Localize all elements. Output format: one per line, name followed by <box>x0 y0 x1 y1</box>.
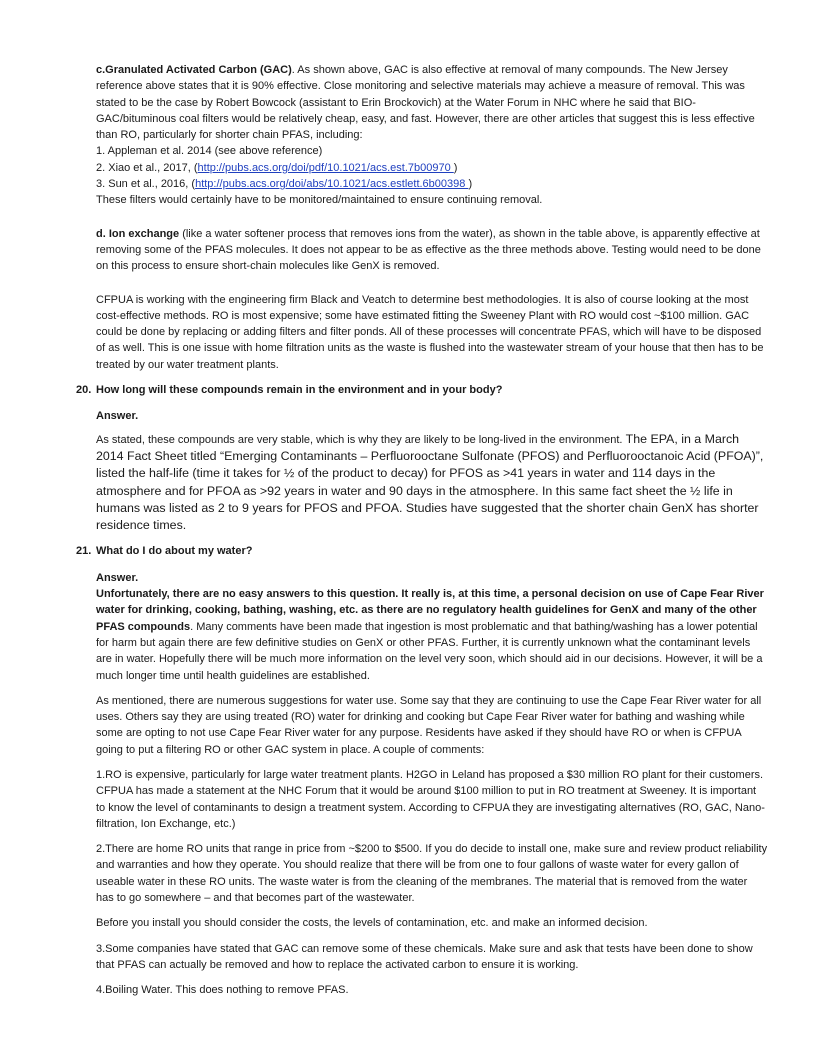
cfpua-paragraph: CFPUA is working with the engineering firm Black and Veatch to determine best methodologies. It is also of course looking at the most cost-effective methods. RO is most expensive; some have estimated fitting the Sweeney Plant with RO would cost ~$100 million. GAC could be done by replacing or adding filters and filter ponds. All of these processes will concentrate PFAS, which will have to be disposed of as well. This is one issue with home filtration units as the waste is flushed into the wastewater stream of your house that then has to be treated by our water treatment plants. <box>96 293 764 371</box>
answer-20-small: As stated, these compounds are very stable, which is why they are likely to be long-lived in the environment. <box>96 433 623 446</box>
answer-20-large: The EPA, in a March 2014 Fact Sheet titled “Emerging Contaminants – Perfluorooctane Sulfonate (PFOS) and Perfluorooctanoic Acid (PFOA)”, listed the half-life (time it takes for ½ of the product to decay) for PFOS as >41 years in water and 114 days in the atmosphere and for PFOA as >92 years in water and 90 days in the atmosphere. In this same fact sheet the ½ life in humans was listed as 2 to 9 years for PFOS and PFOA. Studies have suggested that the shorter chain GenX has shorter residence times. <box>96 431 764 533</box>
reference-2 <box>96 160 768 176</box>
comment-item-4: 4.Boiling Water. This does nothing to remove PFAS. <box>96 984 349 997</box>
ion-exchange-heading: d. Ion exchange <box>96 227 180 240</box>
answer-21-bold: Unfortunately, there are no easy answers to this question. It really is, at this time, a personal decision on use of Cape Fear River water for drinking, cooking, bathing, washing, etc. as there are no regulatory health guidelines for GenX and many of the other PFAS compounds <box>96 588 764 633</box>
comment-item-3: 3.Some companies have stated that GAC can remove some of these chemicals. Make sure and ask that tests have been done to show that PFAS can actually be removed and how to replace the activated carbon to ensure it is working. <box>96 942 753 971</box>
reference-2-link[interactable]: http://pubs.acs.org/doi/pdf/10.1021/acs.est.7b00970 <box>197 161 454 174</box>
question-20-number: 20. <box>76 384 92 397</box>
gac-intro-text: . As shown above, GAC is also effective at removal of many compounds. The New Jersey reference above states that it is 90% effective. Close monitoring and selective materials may achieve a measure of removal. This was stated to be the case by Robert Bowcock (assistant to Erin Brockovich) at the Water Forum in NHC where he said that BIO-GAC/bituminous coal filters would be relatively cheap, easy, and fast. However, there are other articles that suggest this is less effective than RO, particularly for shorter chain PFAS, including: <box>96 64 755 142</box>
before-install-text: Before you install you should consider the costs, the levels of contamination, etc. and make an informed decision. <box>96 917 648 930</box>
gac-paragraph <box>96 62 768 143</box>
question-21 <box>76 543 768 559</box>
answer-21-label: Answer. <box>96 571 139 584</box>
reference-3 <box>96 176 768 192</box>
question-21-text: What do I do about my water? <box>96 545 253 558</box>
reference-2-suffix: ) <box>453 161 458 174</box>
reference-1: 1. Appleman et al. 2014 (see above reference) <box>96 145 323 158</box>
reference-3-link[interactable]: http://pubs.acs.org/doi/abs/10.1021/acs.estlett.6b00398 <box>195 178 469 191</box>
reference-2-prefix: 2. Xiao et al., 2017, ( <box>96 161 198 174</box>
document-page <box>76 62 768 999</box>
answer-20-label: Answer. <box>96 410 139 423</box>
reference-3-suffix: ) <box>468 178 473 191</box>
reference-3-prefix: 3. Sun et al., 2016, ( <box>96 178 196 191</box>
question-20-text: How long will these compounds remain in the environment and in your body? <box>96 384 503 397</box>
answer-21-rest: . Many comments have been made that ingestion is most problematic and that bathing/washing has a lower potential for harm but again there are few definitive studies on GenX or other PFAS. Further, it is currently unknown what the contaminant levels are in water. Hopefully there will be much more information on the level very soon, which should aid in our decisions. However, it will be a much longer time until health guidelines are established. <box>96 620 763 682</box>
ion-exchange-paragraph <box>96 226 768 275</box>
question-20 <box>76 382 768 398</box>
answer-21-text <box>96 586 768 684</box>
ion-exchange-text: (like a water softener process that removes ions from the water), as shown in the table above, is apparently effective at removing some of the PFAS molecules. It does not appear to be as effective as the three methods above. Testing would need to be done on this process to ensure short-chain molecules like GenX is removed. <box>96 227 761 273</box>
comment-item-2: 2.There are home RO units that range in price from ~$200 to $500. If you do decide to install one, make sure and review product reliability and warranties and how they operate. You should realize that there will be from one to four gallons of waste water for every gallon of useable water in these RO units. The waste water is from the cleaning of the membranes. The material that is removed from the water has to go somewhere – and that becomes part of the wastewater. <box>96 843 768 905</box>
comment-item-1: 1.RO is expensive, particularly for large water treatment plants. H2GO in Leland has proposed a $30 million RO plant for their customers. CFPUA has made a statement at the NHC Forum that it would be around $100 million to put in RO treatment at Sweeney. It is important to know the level of contaminants to design a treatment system. According to CFPUA they are investigating alternatives (RO, GAC, Nano-filtration, Ion Exchange, etc.) <box>96 768 765 830</box>
question-21-number: 21. <box>76 545 92 558</box>
gac-heading: c.Granulated Activated Carbon (GAC) <box>96 64 292 76</box>
answer-20-text <box>96 431 768 535</box>
gac-closing-text: These filters would certainly have to be monitored/maintained to ensure continuing removal. <box>96 194 543 207</box>
water-use-paragraph: As mentioned, there are numerous suggestions for water use. Some say that they are continuing to use the Cape Fear River water for all uses. Others say they are using treated (RO) water for drinking and cooking but Cape Fear River water for bathing and washing while some are opting to not use Cape Fear River water for any purpose. Residents have asked if they should have RO or when is CFPUA going to put a filtering RO or other GAC system in place. A couple of comments: <box>96 694 762 756</box>
